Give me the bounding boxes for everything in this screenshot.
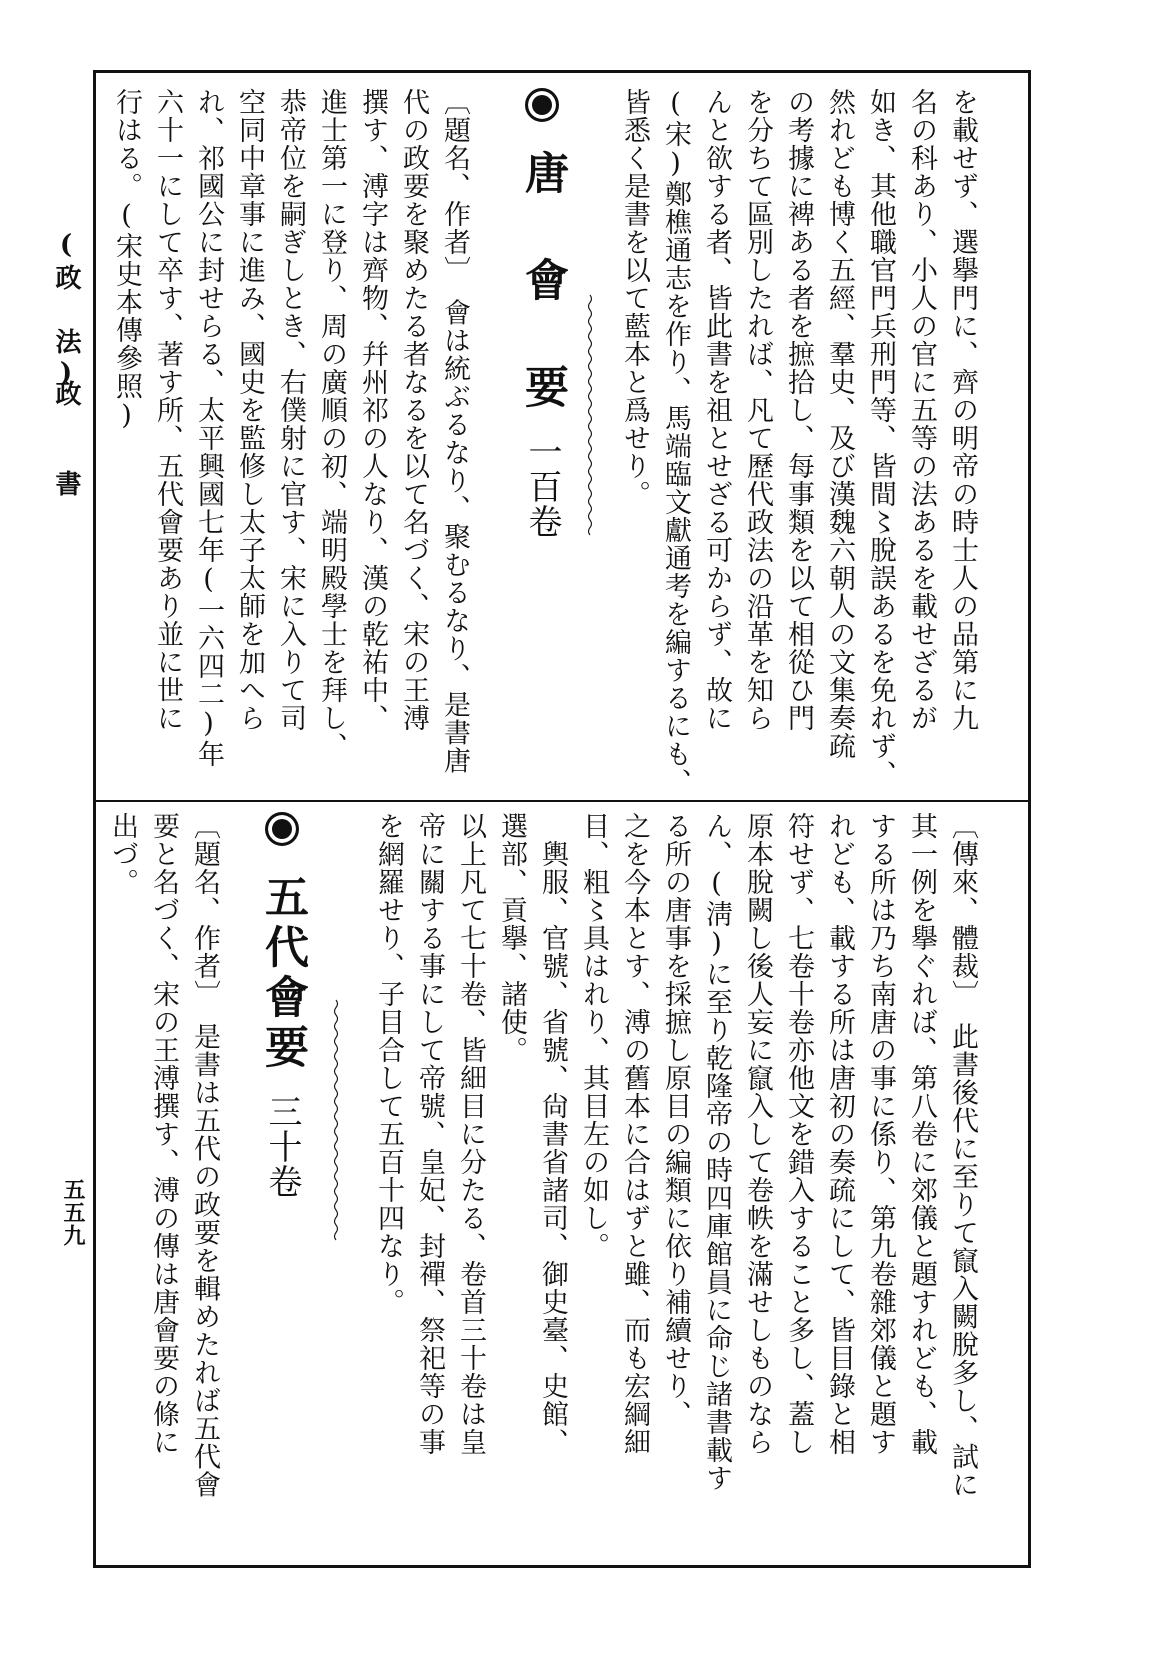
text-line: を分ちて區別したれば、凡て歷代政法の沿革を知ら <box>742 88 773 732</box>
text-line: れ、祁國公に封せらる、太平興國七年(一六四二)年 <box>193 88 224 768</box>
text-line: れども、載する所は唐初の奏疏にして、皆目錄と相 <box>824 812 855 1456</box>
entry-title: 唐 會 要 <box>517 150 568 414</box>
text-line: の考據に裨ある者を摭拾し、每事類を以て相從ひ門 <box>783 88 814 732</box>
wavy-separator <box>587 255 593 575</box>
text-line: 出づ。 <box>107 812 138 896</box>
entry-heading <box>250 812 314 1199</box>
section-divider <box>93 800 1031 802</box>
bullet-icon <box>265 812 299 846</box>
text-line: 六十一にして卒す、著す所、五代會要あり並に世に <box>152 88 183 732</box>
text-line: 目、粗〻具はれり、其目左の如し。 <box>578 812 609 1260</box>
text-line: 之を今本とす、溥の舊本に合はずと雖、而も宏綱細 <box>619 812 650 1456</box>
entry-heading <box>510 88 574 539</box>
text-line: る所の唐事を採摭し原目の編類に依り補續せり、 <box>660 812 691 1428</box>
text-line: んと欲する者、皆此書を祖とせざる可からず、故に <box>701 88 732 732</box>
text-line: 符せず、七卷十卷亦他文を錯入すること多し、蓋し <box>783 812 814 1456</box>
text-line: 〔題名、作者〕 會は統ぶるなり、聚むるなり、是書唐 <box>439 88 470 775</box>
text-line: 〔題名、作者〕 是書は五代の政要を輯めたれば五代會 <box>189 812 220 1499</box>
text-line: 其一例を擧ぐれば、第八卷に郊儀と題すれども、載 <box>906 812 937 1456</box>
text-line: 名の科あり、小人の官に五等の法あるを載せざるが <box>906 88 937 732</box>
text-line: 〔傳來、體裁〕 此書後代に至りて竄入闕脫多し、試に <box>947 812 978 1499</box>
entry-volumes: 三十卷 <box>262 1094 302 1199</box>
text-line: 空同中章事に進み、國史を監修し太子太師を加へら <box>234 88 265 732</box>
running-head-section: (政 法) <box>51 230 81 392</box>
text-line: 要と名づく、宋の王溥撰す、溥の傳は唐會要の條に <box>148 812 179 1456</box>
text-line: 恭帝位を嗣ぎしとき、右僕射に官す、宋に入りて司 <box>275 88 306 732</box>
running-head-book: 政 書 <box>51 380 81 500</box>
bullet-icon <box>525 88 559 122</box>
text-line: 然れども博く五經、羣史、及び漢魏六朝人の文集奏疏 <box>824 88 855 760</box>
text-line: 如き、其他職官門兵刑門等、皆間〻脫誤あるを免れず、 <box>865 88 896 788</box>
text-line: 進士第一に登り、周の廣順の初、端明殿學士を拜し、 <box>316 88 347 760</box>
text-line: 皆悉く是書を以て藍本と爲せり。 <box>619 88 650 508</box>
text-line: (宋)鄭樵通志を作り、馬端臨文獻通考を編するにも、 <box>660 88 691 796</box>
text-line: を網羅せり、子目合して五百十四なり。 <box>373 812 404 1316</box>
text-line: 選部、貢擧、諸使。 <box>496 812 527 1064</box>
text-line: 代の政要を聚めたる者なるを以て名づく、宋の王溥 <box>398 88 429 732</box>
entry-title: 五代會要 <box>257 874 308 1074</box>
text-line: を載せず、選擧門に、齊の明帝の時士人の品第に九 <box>947 88 978 732</box>
text-line: 以上凡て七十卷、皆細目に分たる、卷首三十卷は皇 <box>455 812 486 1456</box>
text-line: 行はる。(宋史本傳參照) <box>111 88 142 432</box>
text-line: する所は乃ち南唐の事に係り、第九卷雜郊儀と題す <box>865 812 896 1456</box>
page-number: 五五九 <box>60 1178 86 1247</box>
text-line: 撰す、溥字は齊物、幷州祁の人なり、漢の乾祐中、 <box>357 88 388 732</box>
text-line: 輿服、官號、省號、尙書省諸司、御史臺、史館、 <box>537 812 568 1456</box>
text-line: 原本脫闕し後人妄に竄入して卷帙を滿せしものなら <box>742 812 773 1456</box>
text-line: ん、(淸)に至り乾隆帝の時四庫館員に命じ諸書載す <box>701 812 732 1492</box>
wavy-separator <box>333 960 339 1280</box>
text-line: 帝に關する事にして帝號、皇妃、封禪、祭祀等の事 <box>414 812 445 1456</box>
entry-volumes: 一百卷 <box>522 434 562 539</box>
